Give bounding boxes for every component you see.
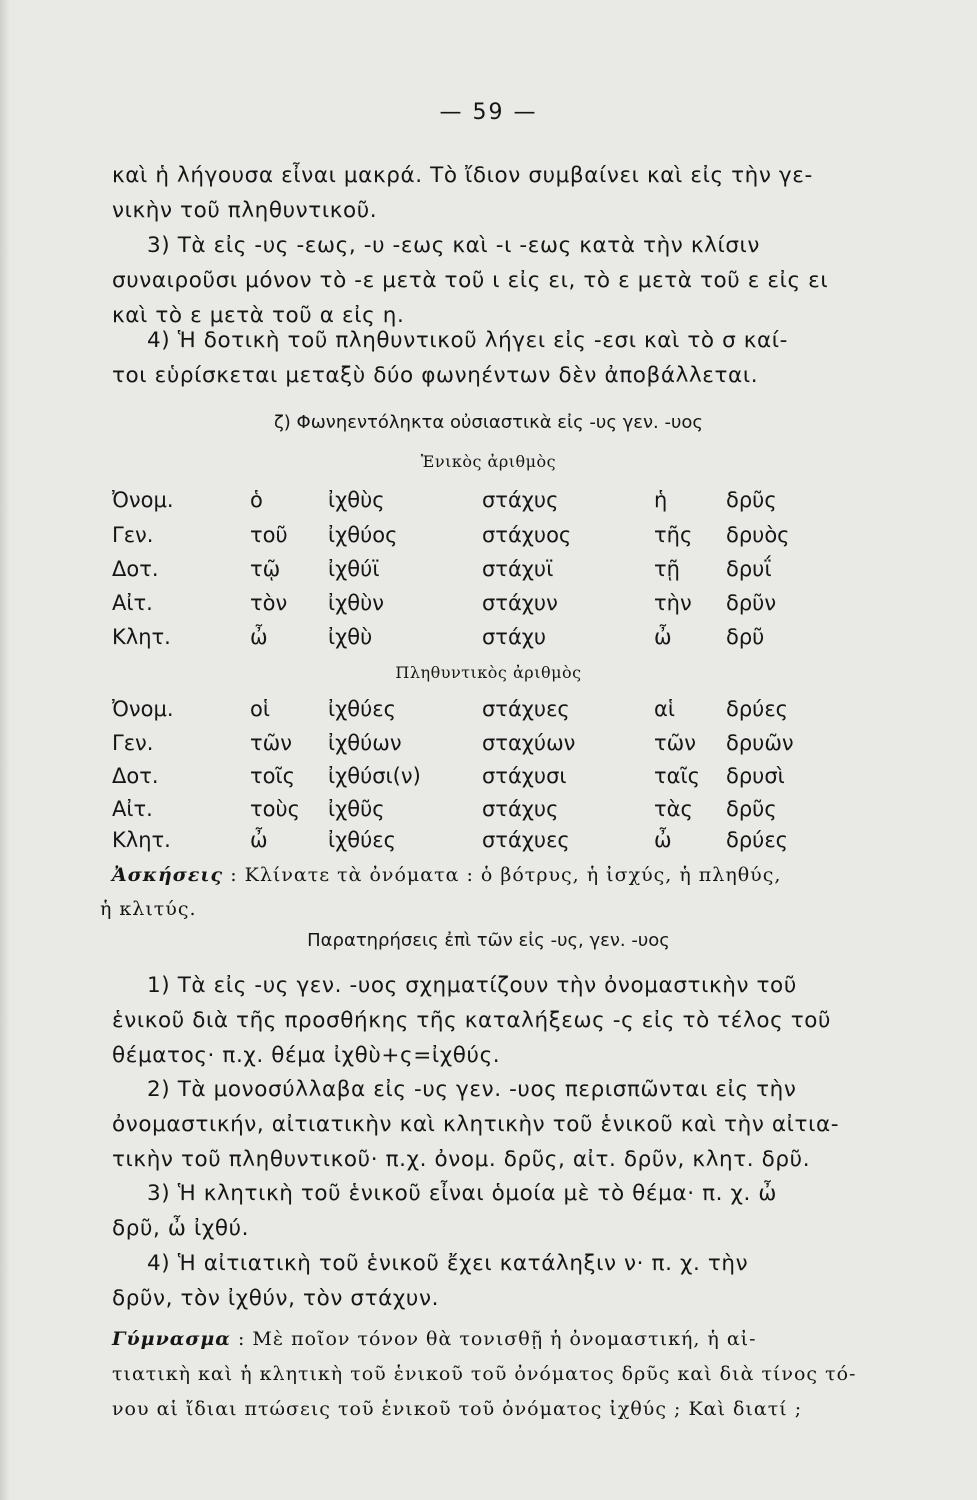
plural-row-nominative [112, 697, 872, 729]
plural-row-accusative [112, 797, 872, 829]
article-fem: ἡ [654, 488, 668, 512]
case-label: Ὀνομ. [112, 488, 174, 512]
form-drys: δρύες [726, 828, 789, 852]
case-label: Γεν. [112, 731, 154, 755]
rule-4-paragraph [112, 323, 872, 393]
intro-line: καὶ ἡ λήγουσα εἶναι μακρά. Τὸ ἴδιον συμβαίνει καὶ εἰς τὴν γε- [112, 163, 813, 188]
form-stachys: στάχυες [482, 828, 570, 852]
observation-line: 4) Ἡ αἰτιατικὴ τοῦ ἑνικοῦ ἔχει κατάληξιν ν· π. χ. τὴν [147, 1251, 749, 1276]
plural-row-vocative [112, 828, 872, 860]
form-ichthys: ἰχθὺς [328, 488, 385, 512]
form-drys: δρυΐ [726, 557, 772, 581]
case-label: Δοτ. [112, 764, 159, 788]
exercise-label: Ἀσκήσεις [112, 864, 224, 886]
form-stachys: στάχυες [482, 697, 570, 721]
plural-row-dative [112, 764, 872, 796]
singular-label: Ἑνικὸς ἀριθμὸς [420, 452, 557, 471]
observation-line: ὀνομαστικήν, αἰτιατικὴν καὶ κλητικὴν τοῦ ἑνικοῦ καὶ τὴν αἰτια- [112, 1112, 840, 1137]
case-label: Δοτ. [112, 557, 159, 581]
drill-label: Γύμνασμα [112, 1328, 231, 1350]
exercise-paragraph [100, 858, 872, 926]
article: τοῦ [250, 523, 288, 547]
form-drys: δρῦς [726, 488, 777, 512]
intro-line: νικὴν τοῦ πληθυντικοῦ. [112, 198, 378, 223]
form-drys: δρυὸς [726, 523, 790, 547]
observation-line: θέματος· π.χ. θέμα ἰχθὺ+ς=ἰχθύς. [112, 1043, 501, 1068]
form-ichthys: ἰχθύϊ [328, 557, 380, 581]
article-fem: ταῖς [654, 764, 700, 788]
drill-line: τιατικὴ καὶ ἡ κλητικὴ τοῦ ἑνικοῦ τοῦ ὀνόματος δρῦς καὶ διὰ τίνος τό- [112, 1363, 857, 1385]
exercise-line [112, 858, 872, 892]
section-title: ζ) Φωνηεντόληκτα οὐσιαστικὰ εἰς -υς γεν. -υος [274, 412, 703, 433]
drill-text: : Μὲ ποῖον τόνον θὰ τονισθῇ ἡ ὀνομαστική, ἡ αἰ- [237, 1328, 757, 1350]
observation-4 [112, 1246, 872, 1316]
article: τὸν [250, 591, 288, 615]
case-label: Κλητ. [112, 625, 171, 649]
singular-row-vocative [112, 625, 872, 657]
rule-3-paragraph [112, 228, 872, 333]
article: ὦ [250, 625, 268, 649]
form-stachys: στάχυς [482, 797, 559, 821]
singular-row-accusative [112, 591, 872, 623]
drill-line: νου αἱ ἴδιαι πτώσεις τοῦ ἑνικοῦ τοῦ ὀνόματος ἰχθύς ; Καὶ διατί ; [112, 1398, 803, 1420]
article: τῷ [250, 557, 281, 581]
observation-line: 1) Τὰ εἰς -υς γεν. -υος σχηματίζουν τὴν ὀνομαστικὴν τοῦ [147, 973, 797, 998]
form-ichthys: ἰχθύες [328, 697, 396, 721]
observation-line: δρῦ, ὦ ἰχθύ. [112, 1216, 250, 1241]
article: ὦ [250, 828, 268, 852]
article: οἱ [250, 697, 270, 721]
article-fem: ὦ [654, 625, 672, 649]
form-ichthys: ἰχθύες [328, 828, 396, 852]
article-fem: τὰς [654, 797, 693, 821]
form-stachys: στάχυσι [482, 764, 567, 788]
form-ichthys: ἰχθὺ [328, 625, 373, 649]
rule-3-line: 3) Τὰ εἰς -υς -εως, -υ -εως καὶ -ι -εως κατὰ τὴν κλίσιν [147, 233, 761, 258]
observation-line: 3) Ἡ κλητικὴ τοῦ ἑνικοῦ εἶναι ὁμοία μὲ τὸ θέμα· π. χ. ὦ [147, 1181, 777, 1206]
article-fem: τῇ [654, 557, 680, 581]
form-ichthys: ἰχθὺν [328, 591, 384, 615]
singular-row-genitive [112, 523, 872, 555]
form-stachys: σταχύων [482, 731, 576, 755]
article: τοῖς [250, 764, 295, 788]
drill-paragraph [112, 1322, 872, 1427]
observation-3 [112, 1176, 872, 1246]
exercise-text: : Κλίνατε τὰ ὀνόματα : ὁ βότρυς, ἡ ἰσχύς, ἡ πληθύς, [230, 864, 782, 886]
observation-line: ἑνικοῦ διὰ τῆς προσθήκης τῆς καταλήξεως -ς εἰς τὸ τέλος τοῦ [112, 1008, 832, 1033]
article: τῶν [250, 731, 292, 755]
article: ὁ [250, 488, 263, 512]
form-drys: δρῦς [726, 797, 777, 821]
form-stachys: στάχυν [482, 591, 558, 615]
form-stachys: στάχυϊ [482, 557, 554, 581]
page-edge-shadow [0, 0, 10, 1500]
form-ichthys: ἰχθύσι(ν) [328, 764, 421, 788]
form-drys: δρῦ [726, 625, 765, 649]
singular-row-dative [112, 557, 872, 589]
article-fem: τῆς [654, 523, 693, 547]
form-drys: δρύες [726, 697, 789, 721]
case-label: Αἰτ. [112, 591, 153, 615]
case-label: Αἰτ. [112, 797, 153, 821]
case-label: Κλητ. [112, 828, 171, 852]
rule-3-line: καὶ τὸ ε μετὰ τοῦ α εἰς η. [112, 303, 405, 328]
form-stachys: στάχυος [482, 523, 572, 547]
form-stachys: στάχυς [482, 488, 559, 512]
form-ichthys: ἰχθύος [328, 523, 398, 547]
plural-row-genitive [112, 731, 872, 763]
observations-title: Παρατηρήσεις ἐπὶ τῶν εἰς -υς, γεν. -υος [307, 930, 670, 951]
observation-line: τικὴν τοῦ πληθυντικοῦ· π.χ. ὀνομ. δρῦς, αἰτ. δρῦν, κλητ. δρῦ. [112, 1147, 811, 1172]
rule-4-line: τοι εὑρίσκεται μεταξὺ δύο φωνηέντων δὲν ἀποβάλλεται. [112, 363, 759, 388]
page-number: — 59 — [439, 100, 538, 125]
article-fem: τὴν [654, 591, 692, 615]
form-drys: δρυσὶ [726, 764, 785, 788]
case-label: Γεν. [112, 523, 154, 547]
rule-4-line: 4) Ἡ δοτικὴ τοῦ πληθυντικοῦ λήγει εἰς -εσι καὶ τὸ σ καί- [147, 328, 789, 353]
intro-paragraph [112, 158, 872, 228]
form-stachys: στάχυ [482, 625, 547, 649]
article-fem: αἱ [654, 697, 675, 721]
drill-line [112, 1322, 872, 1357]
form-ichthys: ἰχθύων [328, 731, 402, 755]
observation-line: 2) Τὰ μονοσύλλαβα εἰς -υς γεν. -υος περισπῶνται εἰς τὴν [147, 1077, 797, 1102]
observation-2 [112, 1072, 872, 1177]
plural-label: Πληθυντικὸς ἀριθμὸς [395, 663, 582, 682]
form-ichthys: ἰχθῦς [328, 797, 385, 821]
case-label: Ὀνομ. [112, 697, 174, 721]
rule-3-line: συναιροῦσι μόνον τὸ -ε μετὰ τοῦ ι εἰς ει, τὸ ε μετὰ τοῦ ε εἰς ει [112, 268, 829, 293]
form-drys: δρῦν [726, 591, 777, 615]
article-fem: ὦ [654, 828, 672, 852]
form-drys: δρυῶν [726, 731, 794, 755]
article-fem: τῶν [654, 731, 696, 755]
observation-1 [112, 968, 872, 1073]
article: τοὺς [250, 797, 300, 821]
exercise-line: ἡ κλιτύς. [100, 898, 197, 920]
singular-row-nominative [112, 488, 872, 520]
observation-line: δρῦν, τὸν ἰχθύν, τὸν στάχυν. [112, 1286, 440, 1311]
